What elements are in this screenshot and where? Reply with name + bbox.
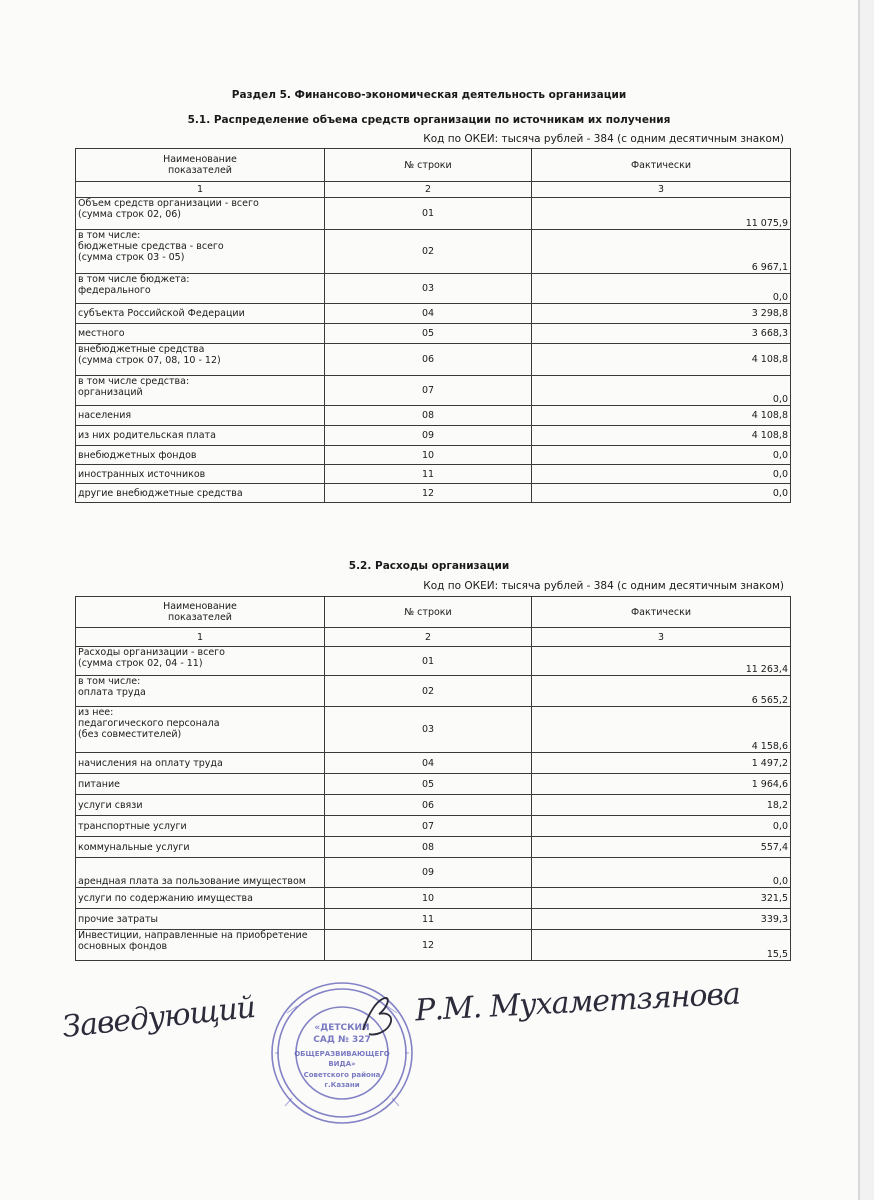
index-cell: 2 — [325, 628, 532, 647]
row-value: 339,3 — [532, 909, 791, 930]
row-number: 10 — [325, 888, 532, 909]
row-name: местного — [76, 324, 325, 344]
section-title: Раздел 5. Финансово-экономическая деятельность организации — [231, 89, 627, 101]
row-number: 05 — [325, 774, 532, 795]
row-value: 0,0 — [532, 376, 791, 406]
table1-sources — [75, 148, 791, 503]
stamp-line: г.Казани — [324, 1081, 360, 1089]
signature-position-title: Заведующий — [60, 989, 257, 1046]
stamp-line: «ДЕТСКИЙ — [314, 1023, 370, 1033]
row-value: 0,0 — [532, 484, 791, 503]
table-row — [76, 484, 791, 503]
row-number: 08 — [325, 406, 532, 426]
row-number: 12 — [325, 930, 532, 961]
stamp-line: Советского района — [303, 1071, 381, 1079]
row-value: 0,0 — [532, 274, 791, 304]
row-name: транспортные услуги — [76, 816, 325, 837]
index-cell: 3 — [532, 628, 791, 647]
header-row-number: № строки — [325, 597, 532, 628]
row-number: 04 — [325, 753, 532, 774]
table-row — [76, 909, 791, 930]
row-value: 1 964,6 — [532, 774, 791, 795]
index-cell: 1 — [76, 628, 325, 647]
table1-unit-note: Код по ОКЕИ: тысяча рублей - 384 (с одним десятичным знаком) — [423, 133, 784, 145]
row-number: 02 — [325, 676, 532, 707]
table1-title: 5.1. Распределение объема средств организации по источникам их получения — [187, 114, 671, 126]
row-number: 03 — [325, 274, 532, 304]
row-number: 10 — [325, 446, 532, 465]
row-number: 09 — [325, 858, 532, 888]
header-name: Наименование показателей — [76, 149, 325, 182]
index-cell: 1 — [76, 182, 325, 198]
row-value: 4 108,8 — [532, 406, 791, 426]
row-name: Инвестиции, направленные на приобретение основных фондов — [76, 930, 325, 961]
row-value: 11 263,4 — [532, 647, 791, 676]
header-name: Наименование показателей — [76, 597, 325, 628]
stamp-line: ОБЩЕРАЗВИВАЮЩЕГО — [294, 1050, 390, 1058]
row-number: 12 — [325, 484, 532, 503]
table2-title: 5.2. Расходы организации — [348, 560, 510, 572]
row-number: 07 — [325, 376, 532, 406]
row-name: услуги связи — [76, 795, 325, 816]
table-row — [76, 198, 791, 230]
table-row — [76, 426, 791, 446]
row-value: 1 497,2 — [532, 753, 791, 774]
row-value: 6 967,1 — [532, 230, 791, 274]
row-number: 11 — [325, 909, 532, 930]
row-number: 11 — [325, 465, 532, 484]
row-value: 3 668,3 — [532, 324, 791, 344]
index-cell: 2 — [325, 182, 532, 198]
row-number: 09 — [325, 426, 532, 446]
table-row — [76, 647, 791, 676]
row-name: питание — [76, 774, 325, 795]
table-row — [76, 446, 791, 465]
row-value: 3 298,8 — [532, 304, 791, 324]
table-row — [76, 676, 791, 707]
row-number: 03 — [325, 707, 532, 753]
table-row — [76, 753, 791, 774]
row-name: другие внебюджетные средства — [76, 484, 325, 503]
row-name: услуги по содержанию имущества — [76, 888, 325, 909]
header-actual: Фактически — [532, 597, 791, 628]
row-name: в том числе: оплата труда — [76, 676, 325, 707]
row-value: 4 158,6 — [532, 707, 791, 753]
table-row — [76, 816, 791, 837]
table2-unit-note: Код по ОКЕИ: тысяча рублей - 384 (с одним десятичным знаком) — [423, 580, 784, 592]
table-row — [76, 888, 791, 909]
signature-scribble — [355, 992, 415, 1042]
row-name: начисления на оплату труда — [76, 753, 325, 774]
index-cell: 3 — [532, 182, 791, 198]
row-value: 0,0 — [532, 858, 791, 888]
table-header-row — [76, 149, 791, 182]
row-value: 4 108,8 — [532, 426, 791, 446]
row-value: 4 108,8 — [532, 344, 791, 376]
signature-name: Р.М. Мухаметзянова — [414, 976, 741, 1029]
scan-edge — [860, 0, 874, 1200]
row-name: из них родительская плата — [76, 426, 325, 446]
row-value: 557,4 — [532, 837, 791, 858]
row-name: Объем средств организации - всего (сумма строк 02, 06) — [76, 198, 325, 230]
row-number: 05 — [325, 324, 532, 344]
table-row — [76, 304, 791, 324]
row-name: внебюджетные средства (сумма строк 07, 08, 10 - 12) — [76, 344, 325, 376]
row-name: Расходы организации - всего (сумма строк 02, 04 - 11) — [76, 647, 325, 676]
row-number: 06 — [325, 344, 532, 376]
row-name: коммунальные услуги — [76, 837, 325, 858]
table-row — [76, 774, 791, 795]
row-number: 07 — [325, 816, 532, 837]
row-value: 6 565,2 — [532, 676, 791, 707]
row-number: 06 — [325, 795, 532, 816]
table-index-row — [76, 628, 791, 647]
row-number: 01 — [325, 647, 532, 676]
row-name: прочие затраты — [76, 909, 325, 930]
table-row — [76, 274, 791, 304]
row-value: 15,5 — [532, 930, 791, 961]
row-name: в том числе: бюджетные средства - всего (сумма строк 03 - 05) — [76, 230, 325, 274]
row-name: в том числе бюджета: федерального — [76, 274, 325, 304]
row-value: 18,2 — [532, 795, 791, 816]
table-row — [76, 837, 791, 858]
row-number: 04 — [325, 304, 532, 324]
row-name: иностранных источников — [76, 465, 325, 484]
row-value: 0,0 — [532, 446, 791, 465]
table-index-row — [76, 182, 791, 198]
row-name: арендная плата за пользование имуществом — [76, 858, 325, 888]
table-row — [76, 324, 791, 344]
table-row — [76, 795, 791, 816]
row-value: 0,0 — [532, 465, 791, 484]
row-number: 08 — [325, 837, 532, 858]
row-number: 02 — [325, 230, 532, 274]
header-actual: Фактически — [532, 149, 791, 182]
row-name: в том числе средства: организаций — [76, 376, 325, 406]
table-row — [76, 465, 791, 484]
row-name: населения — [76, 406, 325, 426]
signature-stroke — [363, 998, 391, 1035]
table2-expenses — [75, 596, 791, 961]
row-name: из нее: педагогического персонала (без совместителей) — [76, 707, 325, 753]
row-value: 321,5 — [532, 888, 791, 909]
row-name: внебюджетных фондов — [76, 446, 325, 465]
table-row — [76, 376, 791, 406]
header-row-number: № строки — [325, 149, 532, 182]
stamp-line: ВИДА» — [328, 1060, 356, 1068]
row-value: 0,0 — [532, 816, 791, 837]
table-row — [76, 230, 791, 274]
row-value: 11 075,9 — [532, 198, 791, 230]
table-row — [76, 344, 791, 376]
table-row — [76, 406, 791, 426]
row-name: субъекта Российской Федерации — [76, 304, 325, 324]
table-row — [76, 707, 791, 753]
stamp-line: САД № 327 — [313, 1035, 371, 1045]
table-row — [76, 858, 791, 888]
table-header-row — [76, 597, 791, 628]
row-number: 01 — [325, 198, 532, 230]
table-row — [76, 930, 791, 961]
